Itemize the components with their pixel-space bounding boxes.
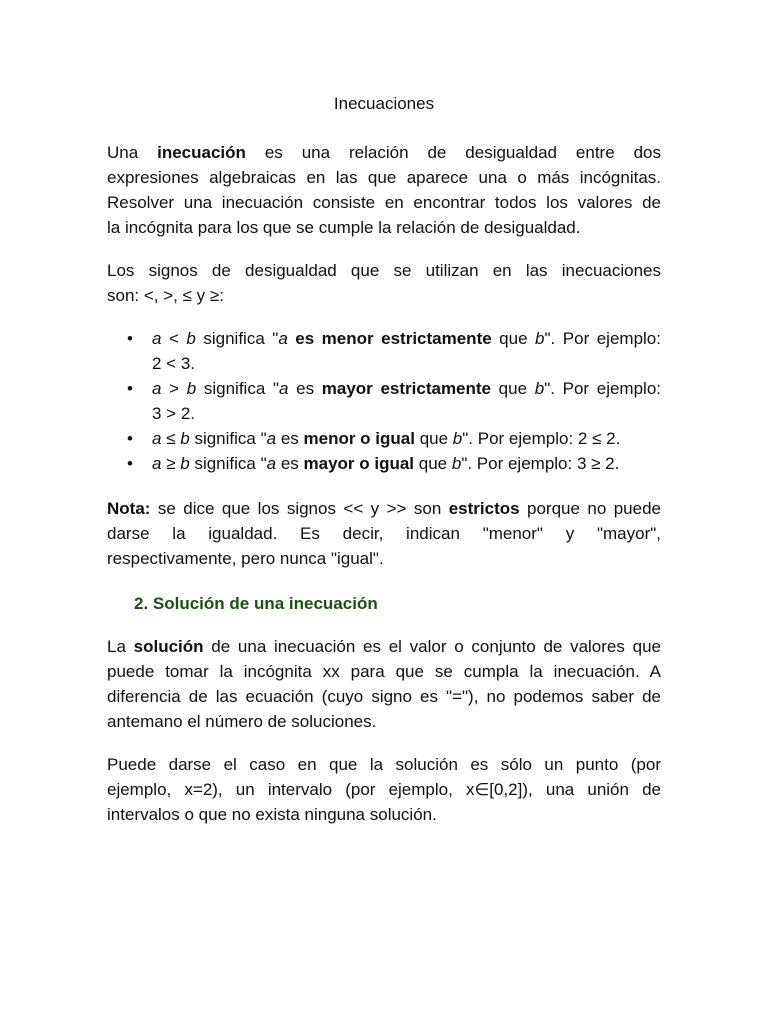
text-run: ". Por ejemplo: 2 ≤ 2. (462, 429, 621, 448)
text-run: es (276, 429, 304, 448)
paragraph-line: expresiones algebraicas en las que aparece una o más incógnitas. (107, 168, 661, 187)
bold-term: mayor estrictamente (321, 379, 492, 398)
text-run: que (491, 329, 536, 348)
paragraph-line: Puede darse el caso en que la solución es sólo un punto (por (107, 755, 661, 774)
bold-term: estrictos (448, 499, 520, 518)
paragraph-line: Los signos de desigualdad que se utilizan en las inecuaciones (107, 261, 661, 280)
math-var: a (152, 454, 162, 473)
text-run: significa " (189, 429, 267, 448)
math-var: b (186, 379, 197, 398)
paragraph-line: antemano el número de soluciones. (107, 712, 377, 731)
list-item-line: 3 > 2. (152, 404, 196, 423)
page-title: Inecuaciones (333, 94, 435, 113)
paragraph-line: son: <, >, ≤ y ≥: (107, 286, 224, 305)
paragraph-line: la incógnita para los que se cumple la relación de desigualdad. (107, 218, 581, 237)
math-var: b (180, 454, 190, 473)
bullet-icon: • (127, 454, 133, 473)
text-run: significa " (196, 379, 279, 398)
math-var: a (152, 429, 162, 448)
math-var: a (266, 429, 277, 448)
text-run: porque no puede (519, 499, 661, 518)
text-run: La (107, 637, 134, 656)
paragraph-line (107, 634, 661, 659)
text-run: que (491, 379, 535, 398)
math-var: b (534, 379, 545, 398)
section-heading: 2. Solución de una inecuación (134, 594, 378, 613)
paragraph-line: darse la igualdad. Es decir, indican "menor" y "mayor", (107, 524, 661, 543)
paragraph-line (107, 496, 661, 521)
paragraph-line (107, 140, 661, 165)
list-item-line (152, 426, 661, 451)
bold-term: inecuación (157, 143, 246, 162)
paragraph-signs (107, 258, 661, 308)
math-var: b (186, 329, 196, 348)
bold-term: menor o igual (303, 429, 415, 448)
bold-term: mayor o igual (303, 454, 415, 473)
bullet-icon: • (127, 379, 133, 398)
text-run: Una (107, 143, 158, 162)
list-item-line: 2 < 3. (152, 354, 196, 373)
list-item-line (152, 451, 661, 476)
paragraph-line: Resolver una inecuación consiste en encontrar todos los valores de (107, 193, 661, 212)
paragraph-line: diferencia de las ecuación (cuyo signo es "="), no podemos saber de (107, 687, 661, 706)
math-op: > (161, 379, 187, 398)
math-var: a (266, 454, 277, 473)
text-run: significa " (195, 329, 279, 348)
text-run: es (288, 379, 322, 398)
paragraph-cases (107, 752, 661, 827)
text-run: que (414, 429, 453, 448)
math-var: a (152, 329, 162, 348)
list-item (107, 326, 661, 376)
list-item (107, 376, 661, 426)
text-run: que (414, 454, 452, 473)
list-item (107, 426, 661, 451)
paragraph-note (107, 496, 661, 571)
paragraph-line: ejemplo, x=2), un intervalo (por ejemplo, x∈[0,2]), una unión de (107, 780, 661, 799)
text-run: se dice que los signos << y >> son (150, 499, 449, 518)
paragraph-line: intervalos o que no exista ninguna solución. (107, 805, 437, 824)
math-op: < (161, 329, 187, 348)
text-run: es (276, 454, 304, 473)
list-item (107, 451, 661, 476)
text-run: significa " (189, 454, 267, 473)
text-run: ". Por ejemplo: (544, 379, 661, 398)
math-op: ≥ (161, 454, 181, 473)
math-var: b (452, 429, 463, 448)
math-var: a (278, 329, 288, 348)
text-run: de una inecuación es el valor o conjunto de valores que (203, 637, 661, 656)
list-item-line (152, 376, 661, 401)
text-run: ". Por ejemplo: (544, 329, 661, 348)
math-var: b (180, 429, 190, 448)
list-item-line (152, 326, 661, 351)
text-run: ". Por ejemplo: 3 ≥ 2. (461, 454, 620, 473)
bullet-icon: • (127, 429, 133, 448)
paragraph-solution (107, 634, 661, 734)
bold-term: es menor estrictamente (295, 329, 492, 348)
math-var: b (451, 454, 462, 473)
paragraph-line: respectivamente, pero nunca "igual". (107, 549, 384, 568)
math-var: b (535, 329, 545, 348)
paragraph-definition (107, 140, 661, 240)
math-op: ≤ (161, 429, 181, 448)
note-label: Nota: (107, 499, 151, 518)
bold-term: solución (133, 637, 204, 656)
math-var: a (279, 379, 289, 398)
paragraph-line: puede tomar la incógnita xx para que se cumpla la inecuación. A (107, 662, 661, 681)
math-var: a (152, 379, 162, 398)
bullet-icon: • (127, 329, 133, 348)
text-run: es una relación de desigualdad entre dos (245, 143, 661, 162)
bullet-list (107, 326, 661, 476)
